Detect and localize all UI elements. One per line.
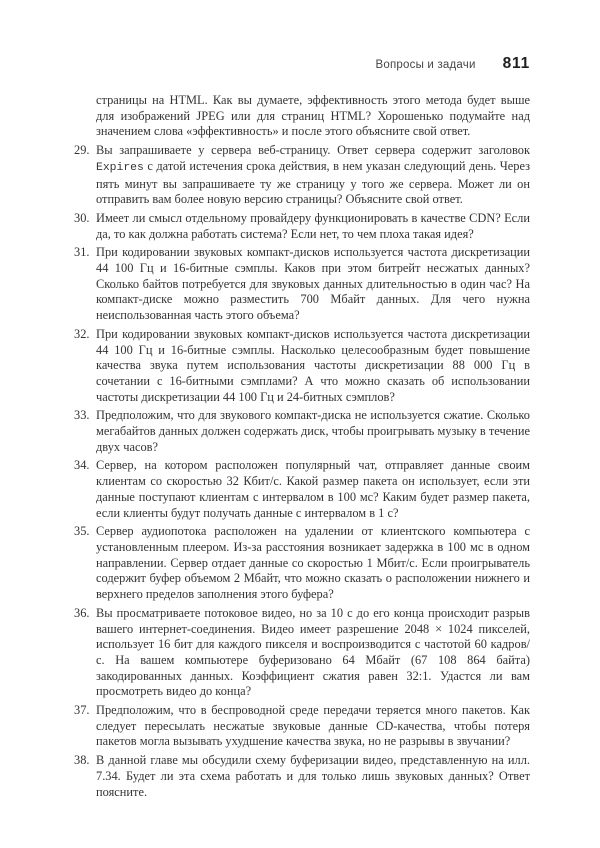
question-item (74, 211, 530, 242)
text-segment: Expires (96, 161, 144, 174)
question-text (96, 211, 530, 242)
question-number: 37. (74, 703, 90, 718)
question-number: 35. (74, 524, 90, 539)
question-number: 38. (74, 753, 90, 768)
text-segment: В данной главе мы обсудили схему буферизации видео, представленную на илл. 7.34. Будет ли эта схема работать и для только лишь звуковых данных? Ответ поясните. (96, 753, 530, 799)
text-segment: Вы запрашиваете у сервера веб-страницу. Ответ сервера содержит заголовок (96, 143, 530, 158)
question-number: 34. (74, 458, 90, 473)
question-item (74, 606, 530, 700)
question-text (96, 606, 530, 700)
text-segment: Вы просматриваете потоковое видео, но за 10 с до его конца происходит разрыв вашего интернет-соединения. Видео имеет разрешение 2048 × 1024 пикселей, использует 16 бит для каждого пикселя и воспроизводится с частотой 60 кадров/с. На вашем компьютере буферизовано 64 Мбайт (67 108 864 байта) закодированных данных. Коэффициент сжатия равен 32:1. Удастся ли вам просмотреть видео до конца? (96, 605, 530, 699)
text-segment: Сервер, на котором расположен популярный чат, отправляет данные своим клиентам со скоростью 32 Кбит/с. Какой размер пакета он использует, если эти данные поступают клиентам с интервалом в 100 мс? Каким будет размер пакета, если клиенты будут получать данные с интервалом в 1 с? (96, 458, 530, 520)
question-item (74, 245, 530, 324)
question-item (74, 524, 530, 603)
question-text (96, 753, 530, 800)
text-segment: При кодировании звуковых компакт-дисков используется частота дискретизации 44 100 Гц и 16-битные сэмплы. Каков при этом битрейт несжатых данных? Сколько байтов потребуется для звуковых данных длительностью в один час? На компакт-диске можно разместить 700 Мбайт данных. Для чего нужна неиспользованная часть этого объема? (96, 245, 530, 323)
text-segment: Имеет ли смысл отдельному провайдеру функционировать в качестве CDN? Если да, то как должна работать система? Если нет, то чем плоха такая идея? (96, 210, 530, 241)
question-text (96, 458, 530, 521)
page-number: 811 (502, 55, 530, 72)
question-item (74, 458, 530, 521)
text-segment: Предположим, что для звукового компакт-диска не используется сжатие. Сколько мегабайтов данных должен содержать диск, чтобы проигрывать музыку в течение двух часов? (96, 408, 530, 454)
question-number: 31. (74, 245, 90, 260)
question-number: 29. (74, 143, 90, 158)
question-text (96, 327, 530, 406)
text-segment: Сервер аудиопотока расположен на удалении от клиентского компьютера с установленным плеером. Из-за расстояния возникает задержка в 100 мс в одном направлении. Сервер отдает данные со скоростью 1 Мбит/с. Если проигрыватель содержит буфер объемом 2 Мбайт, что можно сказать о расположении нижнего и верхнего пределов заполнения этого буфера? (96, 524, 530, 602)
question-number: 33. (74, 408, 90, 423)
question-text (96, 703, 530, 750)
question-number: 32. (74, 326, 90, 341)
text-segment: с датой истечения срока действия, в нем указан следующий день. Через пять минут вы запрашиваете ту же страницу у того же сервера. Может ли он отправить вам более новую версию страницы? Объясните свой ответ. (96, 158, 530, 207)
running-head (74, 55, 530, 73)
intro-paragraph: страницы на HTML. Как вы думаете, эффективность этого метода будет выше для изображений JPEG или для страниц HTML? Хорошенько подумайте над значением слова «эффективность» и после этого объясните свой ответ. (96, 93, 530, 139)
text-segment: При кодировании звуковых компакт-дисков используется частота дискретизации 44 100 Гц и 16-битные сэмплы. Насколько целесообразным будет повышение качества звука путем использования частоты дискретизации 88 000 Гц в сочетании с 16-битными сэмплами? А что можно сказать об использовании частоты дискретизации 44 100 Гц и 24-битных сэмплов? (96, 326, 530, 404)
question-text (96, 408, 530, 455)
question-number: 30. (74, 210, 90, 225)
question-text (96, 143, 530, 208)
question-item (74, 753, 530, 800)
question-number: 36. (74, 605, 90, 620)
questions-list (74, 143, 530, 800)
question-item (74, 408, 530, 455)
section-title: Вопросы и задачи (375, 59, 476, 71)
question-text (96, 524, 530, 603)
text-segment: Предположим, что в беспроводной среде передачи теряется много пакетов. Как следует пересылать несжатые звуковые данные CD-качества, чтобы потеря пакетов могла вызывать ухудшение качества звука, но не разрывы в звучании? (96, 703, 530, 749)
question-text (96, 245, 530, 324)
question-item (74, 143, 530, 208)
question-item (74, 703, 530, 750)
page-body (74, 93, 530, 803)
question-item (74, 327, 530, 406)
